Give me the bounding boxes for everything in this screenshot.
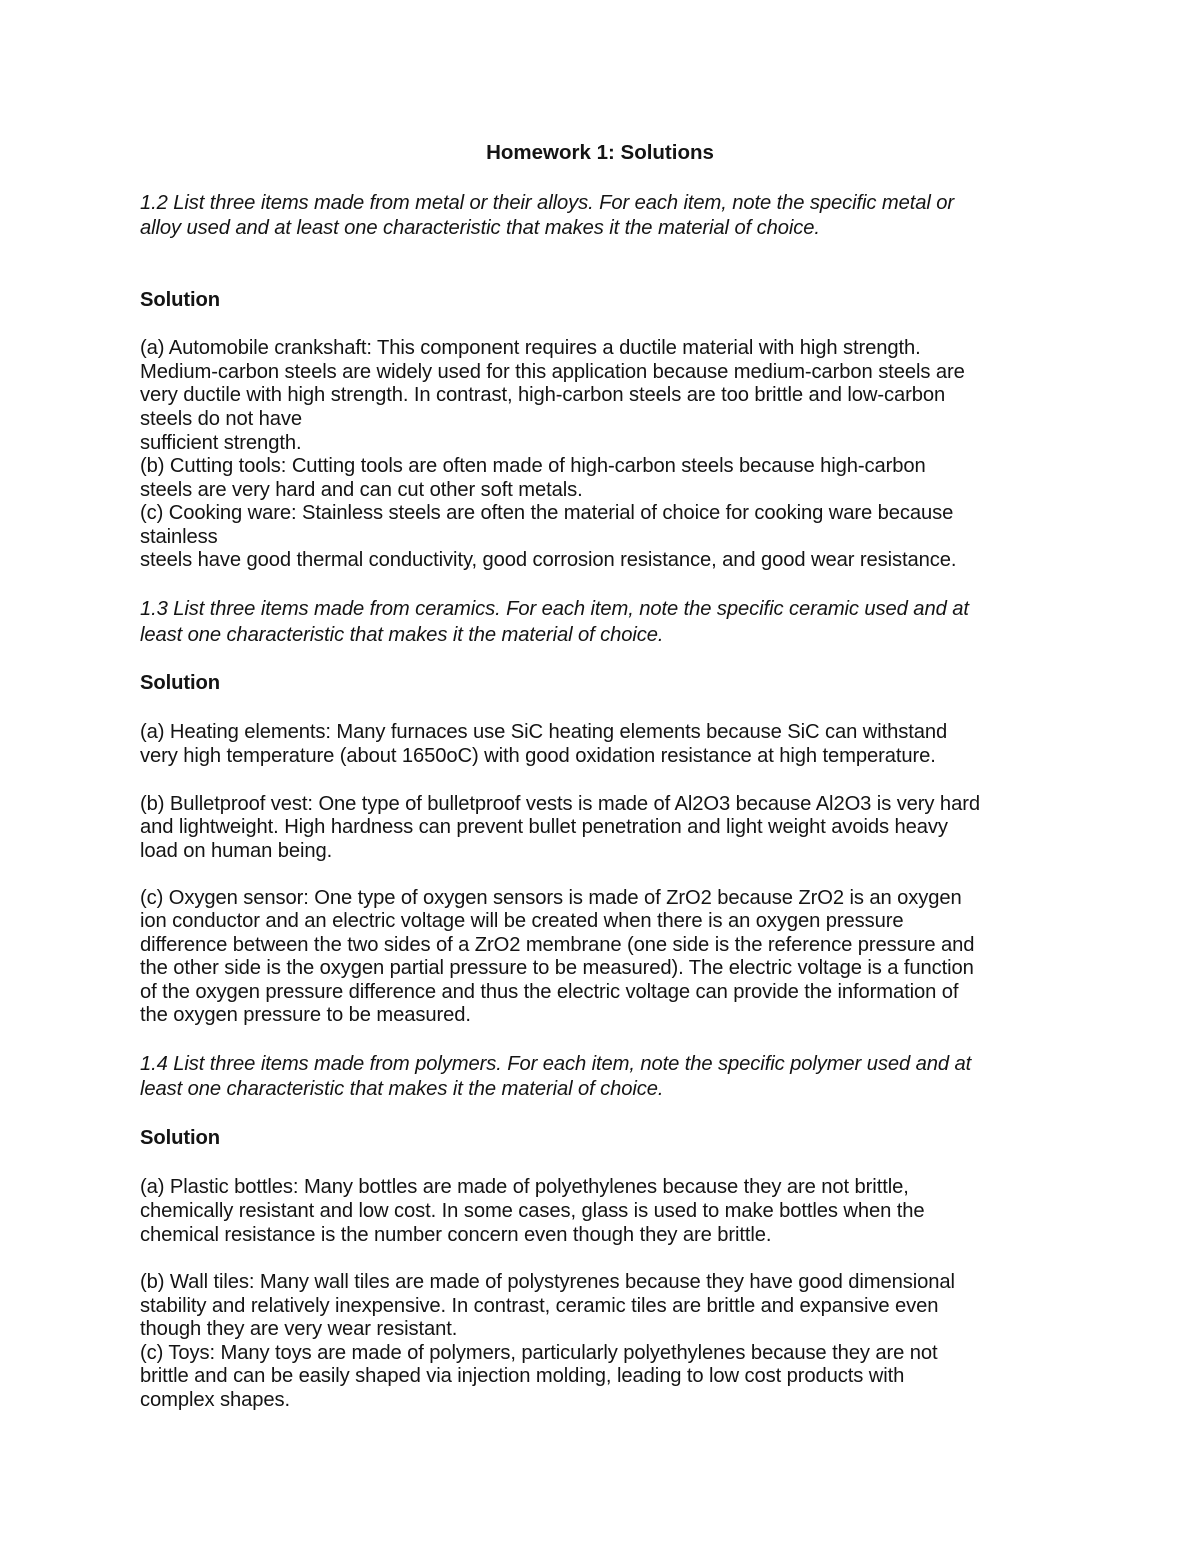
answer-1-4a-line-2: chemically resistant and low cost. In some cases, glass is used to make bottles when the [140,1200,925,1222]
answer-1-3c-line-2: ion conductor and an electric voltage will be created when there is an oxygen pressure [140,910,904,932]
answer-1-3b-line-3: load on human being. [140,840,333,862]
question-1-4-line-2: least one characteristic that makes it the material of choice. [140,1078,664,1100]
solution-heading-1-4: Solution [140,1127,220,1149]
answer-1-2-line-3: very ductile with high strength. In contrast, high-carbon steels are too brittle and low-carbon [140,384,946,406]
answer-1-2-line-6: (b) Cutting tools: Cutting tools are often made of high-carbon steels because high-carbon [140,455,926,477]
answer-1-2-line-10: steels have good thermal conductivity, good corrosion resistance, and good wear resistance. [140,549,957,571]
question-1-4-line-1: 1.4 List three items made from polymers. For each item, note the specific polymer used and at [140,1053,972,1075]
answer-1-4a-line-3: chemical resistance is the number concern even though they are brittle. [140,1224,772,1246]
answer-1-3b-line-2: and lightweight. High hardness can prevent bullet penetration and light weight avoids heavy [140,816,948,838]
answer-1-3c-line-5: of the oxygen pressure difference and thus the electric voltage can provide the information of [140,981,959,1003]
answer-1-2-line-7: steels are very hard and can cut other soft metals. [140,479,583,501]
answer-1-3a-line-2: very high temperature (about 1650oC) with good oxidation resistance at high temperature. [140,745,936,767]
answer-1-3c-line-1: (c) Oxygen sensor: One type of oxygen sensors is made of ZrO2 because ZrO2 is an oxygen [140,887,962,909]
answer-1-4bc-line-4: (c) Toys: Many toys are made of polymers, particularly polyethylenes because they are not [140,1342,938,1364]
answer-1-4bc-line-1: (b) Wall tiles: Many wall tiles are made of polystyrenes because they have good dimensional [140,1271,955,1293]
answer-1-4bc-line-2: stability and relatively inexpensive. In contrast, ceramic tiles are brittle and expansive even [140,1295,939,1317]
answer-1-4bc-line-6: complex shapes. [140,1389,290,1411]
question-1-2-line-2: alloy used and at least one characteristic that makes it the material of choice. [140,217,820,239]
answer-1-2-line-2: Medium-carbon steels are widely used for this application because medium-carbon steels are [140,361,965,383]
question-1-3-line-2: least one characteristic that makes it the material of choice. [140,624,664,646]
solution-heading-1-2: Solution [140,289,220,311]
page-title: Homework 1: Solutions [486,141,714,164]
answer-1-2-line-1: (a) Automobile crankshaft: This component requires a ductile material with high strength. [140,337,921,359]
answer-1-3a-line-1: (a) Heating elements: Many furnaces use SiC heating elements because SiC can withstand [140,721,948,743]
answer-1-2-line-8: (c) Cooking ware: Stainless steels are often the material of choice for cooking ware because [140,502,954,524]
answer-1-3b-line-1: (b) Bulletproof vest: One type of bulletproof vests is made of Al2O3 because Al2O3 is very hard [140,793,980,815]
solution-heading-1-3: Solution [140,672,220,694]
question-1-2-line-1: 1.2 List three items made from metal or their alloys. For each item, note the specific metal or [140,192,955,214]
answer-1-3c-line-4: the other side is the oxygen partial pressure to be measured). The electric voltage is a function [140,957,974,979]
answer-1-2-line-5: sufficient strength. [140,432,302,454]
answer-1-3c-line-3: difference between the two sides of a ZrO2 membrane (one side is the reference pressure and [140,934,975,956]
answer-1-4a-line-1: (a) Plastic bottles: Many bottles are made of polyethylenes because they are not brittle, [140,1176,909,1198]
question-1-3-line-1: 1.3 List three items made from ceramics. For each item, note the specific ceramic used and at [140,598,969,620]
answer-1-3c-line-6: the oxygen pressure to be measured. [140,1004,471,1026]
answer-1-2-line-9: stainless [140,526,218,548]
answer-1-4bc-line-5: brittle and can be easily shaped via injection molding, leading to low cost products with [140,1365,905,1387]
answer-1-4bc-line-3: though they are very wear resistant. [140,1318,458,1340]
answer-1-2-line-4: steels do not have [140,408,303,430]
